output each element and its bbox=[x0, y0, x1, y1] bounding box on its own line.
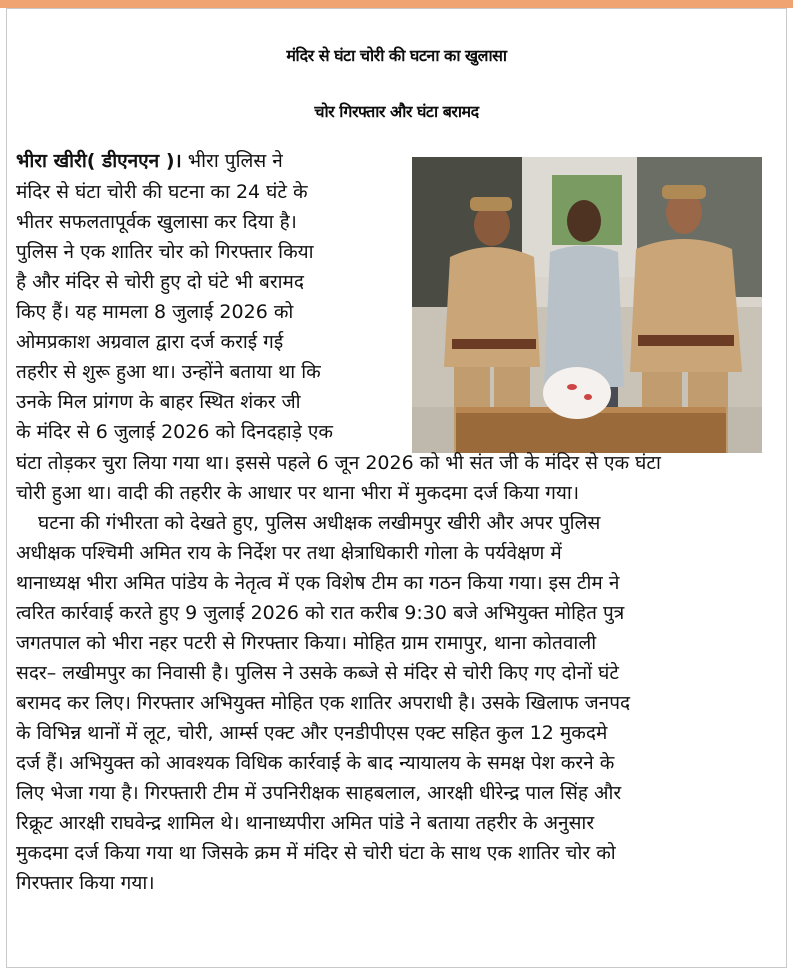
body-line: तहरीर से शुरू हुआ था। उन्होंने बताया था कि bbox=[16, 361, 321, 383]
body-line: ओमप्रकाश अग्रवाल द्वारा दर्ज कराई गई bbox=[16, 331, 284, 353]
body-line: के विभिन्न थानों में लूट, चोरी, आर्म्स एक्ट और एनडीपीएस एक्ट सहित कुल 12 मुकदमे bbox=[16, 722, 608, 744]
headline-line-2: चोर गिरफ्तार और घंटा बरामद bbox=[314, 102, 479, 121]
body-line: उनके मिल प्रांगण के बाहर स्थित शंकर जी bbox=[16, 391, 301, 413]
body-line: जगतपाल को भीरा नहर पटरी से गिरफ्तार किया। मोहित ग्राम रामापुर, थाना कोतवाली bbox=[16, 632, 597, 654]
body-line: के मंदिर से 6 जुलाई 2026 को दिनदहाड़े एक bbox=[16, 421, 333, 443]
news-photo-illustration bbox=[412, 157, 762, 453]
body-line: दर्ज हैं। अभियुक्त को आवश्यक विधिक कार्रवाई के बाद न्यायालय के समक्ष पेश करने के bbox=[16, 752, 615, 774]
body-line: सदर– लखीमपुर का निवासी है। पुलिस ने उसके कब्जे से मंदिर से चोरी किए गए दोनों घंटे bbox=[16, 662, 619, 684]
article-first-line bbox=[16, 149, 283, 173]
body-line: त्वरित कार्रवाई करते हुए 9 जुलाई 2026 को रात करीब 9:30 बजे अभियुक्त मोहित पुत्र bbox=[16, 602, 625, 624]
body-line: भीतर सफलतापूर्वक खुलासा कर दिया है। bbox=[16, 211, 297, 233]
body-line: है और मंदिर से चोरी हुए दो घंटे भी बरामद bbox=[16, 271, 304, 293]
body-line: बरामद कर लिए। गिरफ्तार अभियुक्त मोहित एक शातिर अपराधी है। उसके खिलाफ जनपद bbox=[16, 692, 631, 714]
body-line: मंदिर से घंटा चोरी की घटना का 24 घंटे के bbox=[16, 181, 308, 203]
top-accent-rule bbox=[0, 0, 793, 8]
body-line: गिरफ्तार किया गया। bbox=[16, 872, 155, 894]
body-line: चोरी हुआ था। वादी की तहरीर के आधार पर थाना भीरा में मुकदमा दर्ज किया गया। bbox=[16, 482, 580, 504]
dateline: भीरा खीरी( डीएनएन )। bbox=[16, 150, 182, 172]
body-line: भीरा पुलिस ने bbox=[187, 150, 283, 172]
body-line: अधीक्षक पश्चिमी अमित राय के निर्देश पर तथा क्षेत्राधिकारी गोला के पर्यवेक्षण में bbox=[16, 542, 562, 564]
body-line: लिए भेजा गया है। गिरफ्तारी टीम में उपनिरीक्षक साहबलाल, आरक्षी धीरेन्द्र पाल सिंह और bbox=[16, 782, 622, 804]
body-line: घंटा तोड़कर चुरा लिया गया था। इससे पहले 6 जून 2026 को भी संत जी के मंदिर से एक घंटा bbox=[16, 452, 661, 474]
news-photo bbox=[412, 157, 762, 453]
body-line: घटना की गंभीरता को देखते हुए, पुलिस अधीक्षक लखीमपुर खीरी और अपर पुलिस bbox=[38, 512, 601, 534]
headline-line-1: मंदिर से घंटा चोरी की घटना का खुलासा bbox=[286, 46, 507, 65]
body-line: रिक्रूट आरक्षी राघवेन्द्र शामिल थे। थानाध्यपीरा अमित पांडे ने बताया तहरीर के अनुसार bbox=[16, 812, 595, 834]
body-line: किए हैं। यह मामला 8 जुलाई 2026 को bbox=[16, 301, 294, 323]
body-line: पुलिस ने एक शातिर चोर को गिरफ्तार किया bbox=[16, 241, 314, 263]
body-line: मुकदमा दर्ज किया गया था जिसके क्रम में मंदिर से चोरी घंटा के साथ एक शातिर चोर को bbox=[16, 842, 616, 864]
body-line: थानाध्यक्ष भीरा अमित पांडेय के नेतृत्व में एक विशेष टीम का गठन किया गया। इस टीम ने bbox=[16, 572, 620, 594]
